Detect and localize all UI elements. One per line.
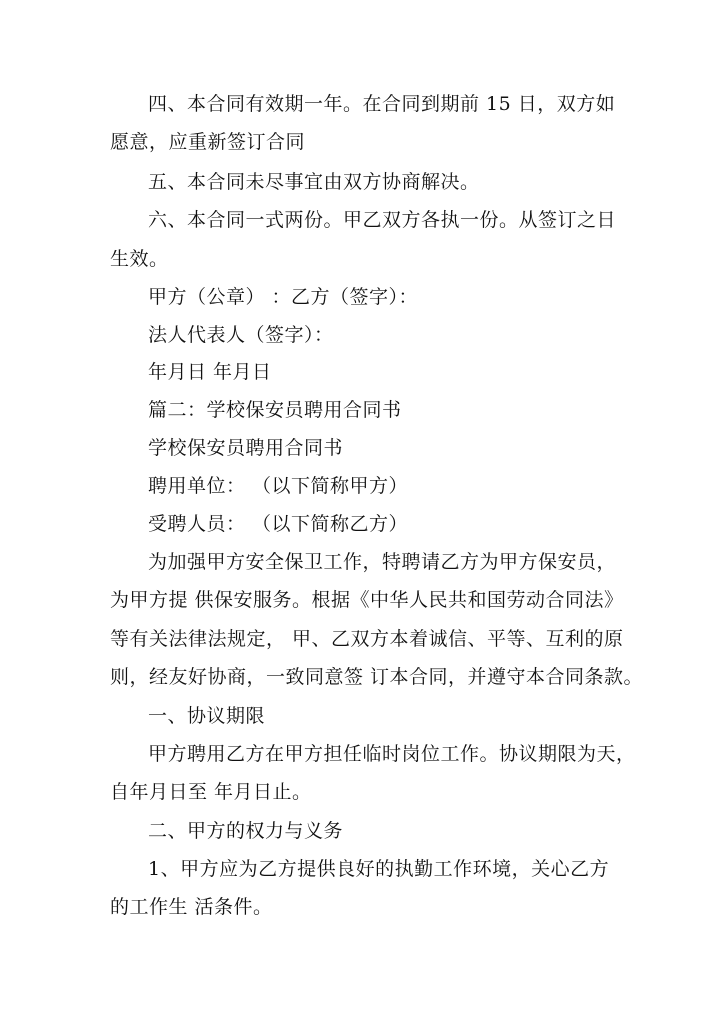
paragraph-line: 1、甲方应为乙方提供良好的执勤工作环境，关心乙方 xyxy=(148,858,610,880)
date-line: 年月日 年月日 xyxy=(148,361,272,383)
paragraph-line: 四、本合同有效期一年。在合同到期前 15 日，双方如 xyxy=(148,93,616,115)
document-title: 学校保安员聘用合同书 xyxy=(148,437,344,459)
paragraph-line: 则，经友好协商，一致同意签 订本合同，并遵守本合同条款。 xyxy=(110,666,644,688)
paragraph-line: 自年月日至 年月日止。 xyxy=(110,781,312,803)
paragraph-line: 愿意，应重新签订合同 xyxy=(110,131,306,153)
signature-line: 法人代表人（签字）： xyxy=(148,324,334,346)
section-heading: 二、甲方的权力与义务 xyxy=(148,820,344,842)
paragraph-line: 甲方聘用乙方在甲方担任临时岗位工作。协议期限为天， xyxy=(148,743,636,765)
signature-line: 甲方（公章） ：乙方（签字）： xyxy=(148,286,419,308)
party-line: 聘用单位： （以下简称甲方） xyxy=(148,475,409,497)
paragraph-line: 五、本合同未尽事宜由双方协商解决。 xyxy=(148,171,480,193)
paragraph-line: 的工作生 活条件。 xyxy=(110,896,273,918)
party-line: 受聘人员： （以下简称乙方） xyxy=(148,513,409,535)
paragraph-line: 等有关法律法规定， 甲、乙双方本着诚信、平等、互利的原 xyxy=(110,628,624,650)
paragraph-line: 生效。 xyxy=(110,248,169,270)
section-heading: 一、协议期限 xyxy=(148,705,266,727)
paragraph-line: 为加强甲方安全保卫工作，特聘请乙方为甲方保安员， xyxy=(148,551,617,573)
paragraph-line: 为甲方提 供保安服务。根据《中华人民共和国劳动合同法》 xyxy=(110,589,624,611)
paragraph-line: 六、本合同一式两份。甲乙双方各执一份。从签订之日 xyxy=(148,209,617,231)
section-heading: 篇二：学校保安员聘用合同书 xyxy=(148,399,402,421)
